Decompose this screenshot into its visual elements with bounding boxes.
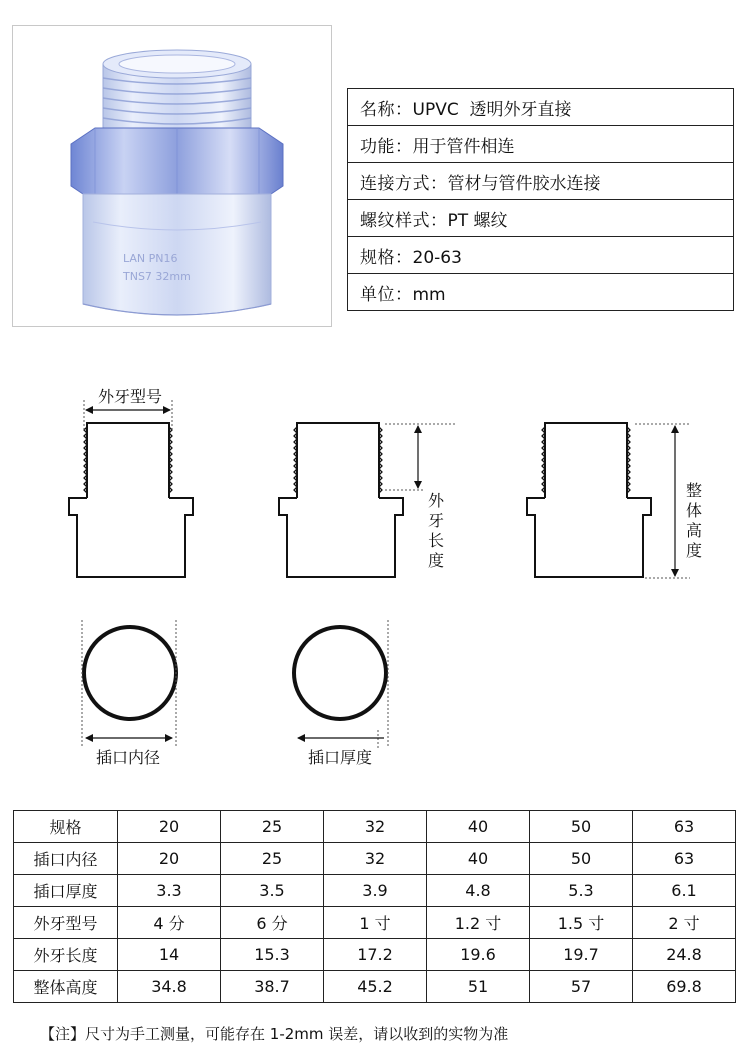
table-cell: 15.3: [221, 939, 324, 971]
table-cell: 1.5 寸: [530, 907, 633, 939]
ring-wall-thickness: [294, 620, 388, 767]
row-header: 外牙长度: [14, 939, 118, 971]
total-height-char: 高: [685, 521, 703, 540]
table-cell: 32: [324, 843, 427, 875]
table-cell: 25: [221, 843, 324, 875]
row-header: 规格: [14, 811, 118, 843]
spec-row-name: [348, 89, 734, 126]
table-cell: 40: [427, 843, 530, 875]
thread-length-char: 外: [427, 491, 445, 510]
spec-label: 规格：: [360, 247, 413, 268]
spec-value: 管材与管件胶水连接: [447, 173, 601, 194]
table-row: [14, 939, 736, 971]
row-header: 插口内径: [14, 843, 118, 875]
table-cell: 6 分: [221, 907, 324, 939]
profile-thread-length: [279, 423, 455, 577]
total-height-char: 体: [685, 501, 703, 520]
spec-row-function: [348, 126, 734, 163]
measurement-note: 【注】尺寸为手工测量，可能存在 1-2mm 误差，请以收到的实物为准: [40, 1025, 509, 1043]
thread-length-char: 牙: [427, 511, 445, 530]
spec-label: 螺纹样式：: [360, 210, 448, 231]
svg-text:TNS7 32mm: TNS7 32mm: [123, 270, 191, 283]
table-cell: 3.3: [118, 875, 221, 907]
table-cell: 4 分: [118, 907, 221, 939]
table-cell: 14: [118, 939, 221, 971]
size-table: [13, 810, 736, 1003]
table-cell: 24.8: [633, 939, 736, 971]
table-cell: 4.8: [427, 875, 530, 907]
transparent-fitting-image: [13, 26, 332, 327]
wall-thickness-label: 插口厚度: [307, 748, 373, 767]
table-row: [14, 875, 736, 907]
spec-table: [347, 88, 734, 311]
spec-value: 20-63: [412, 247, 462, 268]
spec-value: UPVC 透明外牙直接: [412, 99, 572, 120]
spec-label: 单位：: [360, 284, 413, 305]
spec-label: 名称：: [360, 99, 413, 120]
table-cell: 45.2: [324, 971, 427, 1003]
product-photo: [12, 25, 332, 327]
spec-row-size: [348, 237, 734, 274]
table-cell: 5.3: [530, 875, 633, 907]
ring-inner-diameter: [82, 620, 176, 767]
spec-row-connection: [348, 163, 734, 200]
table-row: [14, 907, 736, 939]
dimension-diagram: [0, 350, 750, 800]
thread-size-label: 外牙型号: [97, 387, 163, 406]
table-cell: 69.8: [633, 971, 736, 1003]
spec-label: 连接方式：: [360, 173, 448, 194]
spec-label: 功能：: [360, 136, 413, 157]
row-header: 插口厚度: [14, 875, 118, 907]
table-cell: 1.2 寸: [427, 907, 530, 939]
spec-row-unit: [348, 274, 734, 311]
row-header: 整体高度: [14, 971, 118, 1003]
table-cell: 38.7: [221, 971, 324, 1003]
table-cell: 34.8: [118, 971, 221, 1003]
table-cell: 3.5: [221, 875, 324, 907]
row-header: 外牙型号: [14, 907, 118, 939]
profile-total-height: [527, 423, 702, 578]
table-cell: 51: [427, 971, 530, 1003]
table-cell: 19.7: [530, 939, 633, 971]
table-cell: 6.1: [633, 875, 736, 907]
thread-length-char: 长: [427, 531, 445, 550]
total-height-char: 整: [685, 481, 703, 500]
table-cell: 40: [427, 811, 530, 843]
table-cell: 19.6: [427, 939, 530, 971]
table-cell: 3.9: [324, 875, 427, 907]
table-cell: 50: [530, 843, 633, 875]
table-cell: 25: [221, 811, 324, 843]
spec-value: PT 螺纹: [447, 210, 508, 231]
inner-diameter-label: 插口内径: [95, 748, 161, 767]
embossed-text: LAN PN16: [123, 252, 178, 265]
profile-thread-size: [69, 387, 193, 577]
table-row: [14, 843, 736, 875]
spec-value: 用于管件相连: [412, 136, 515, 157]
table-cell: 20: [118, 843, 221, 875]
spec-value: mm: [412, 284, 446, 305]
table-cell: 57: [530, 971, 633, 1003]
table-cell: 63: [633, 811, 736, 843]
table-row: [14, 811, 736, 843]
table-cell: 17.2: [324, 939, 427, 971]
thread-length-char: 度: [427, 551, 445, 570]
table-cell: 32: [324, 811, 427, 843]
table-cell: 50: [530, 811, 633, 843]
table-cell: 20: [118, 811, 221, 843]
table-cell: 2 寸: [633, 907, 736, 939]
table-cell: 1 寸: [324, 907, 427, 939]
total-height-char: 度: [685, 541, 703, 560]
table-cell: 63: [633, 843, 736, 875]
spec-row-thread: [348, 200, 734, 237]
table-row: [14, 971, 736, 1003]
